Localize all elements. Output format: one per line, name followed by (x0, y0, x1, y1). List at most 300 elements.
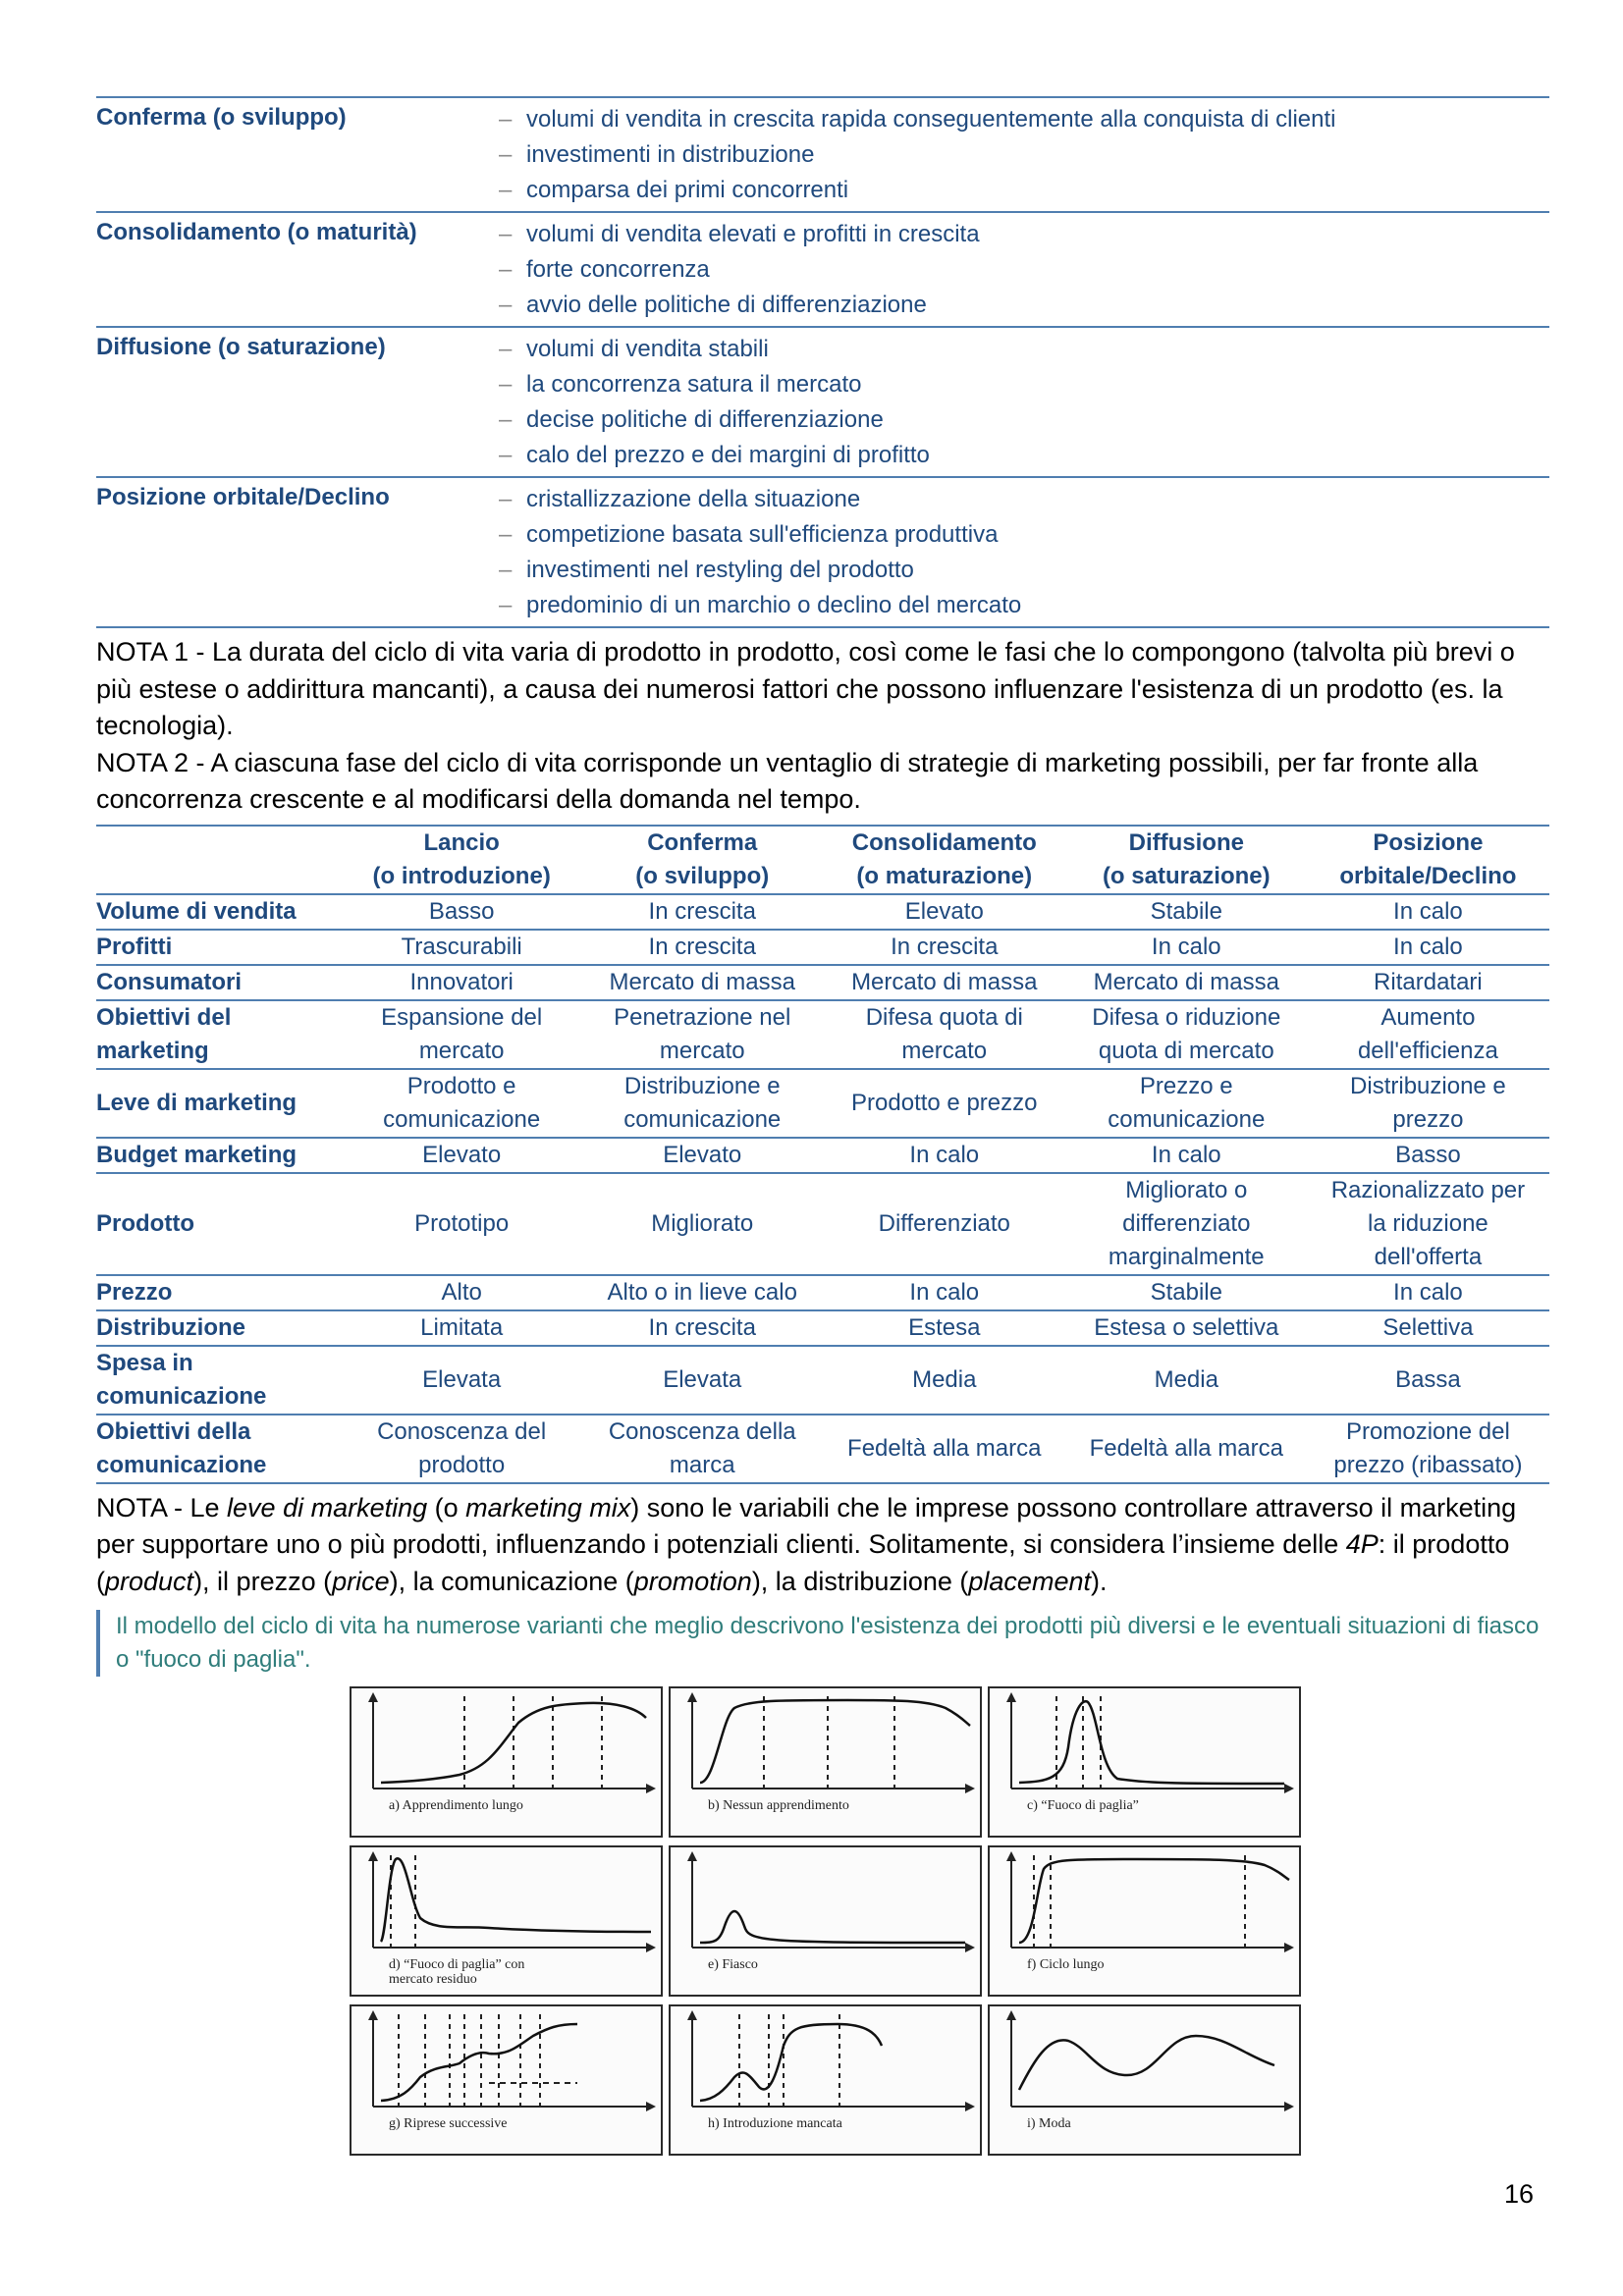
grid-cell (342, 1346, 582, 1415)
y-axis-arrow-icon (687, 1851, 697, 1861)
y-axis-arrow-icon (687, 1692, 697, 1702)
grid-cell (582, 1000, 823, 1069)
characteristics-list (499, 332, 1549, 476)
y-axis-arrow-icon (1006, 1851, 1016, 1861)
characteristics-list (499, 102, 1549, 211)
cell-line: Basso (1395, 1141, 1461, 1168)
characteristic-text: calo del prezzo e dei margini di profitto (526, 442, 930, 468)
header-line: Conferma (647, 828, 758, 856)
grid-cell (1066, 1275, 1307, 1310)
panel-caption (1027, 1798, 1139, 1813)
cell-line: Conoscenza della (608, 1417, 796, 1445)
curve-chart (990, 1688, 1299, 1836)
variant-panel (669, 2004, 982, 2156)
characteristic-item (499, 288, 1549, 323)
x-axis-arrow-icon (965, 1784, 975, 1793)
dash-bullet: – (499, 557, 513, 583)
cell-line: Differenziato (878, 1209, 1010, 1237)
grid-cell (1307, 965, 1549, 1000)
cell-line: Elevato (422, 1141, 502, 1168)
dash-bullet: – (499, 106, 513, 133)
characteristic-item (499, 252, 1549, 288)
caption-line: b) Nessun apprendimento (708, 1798, 849, 1813)
cell-line: In calo (909, 1278, 980, 1306)
cell-line: Prodotto e prezzo (851, 1089, 1038, 1116)
cell-line: Estesa (908, 1313, 981, 1341)
grid-cell (1307, 1415, 1549, 1483)
panel-caption (389, 1798, 523, 1813)
row-label-line: comunicazione (96, 1451, 267, 1478)
page-number: 16 (1504, 2179, 1535, 2209)
cell-line: Prezzo e (1139, 1072, 1233, 1099)
dash-bullet: – (499, 221, 513, 247)
dash-bullet: – (499, 442, 513, 468)
cell-line: Elevato (663, 1141, 742, 1168)
panel-caption (1027, 2116, 1071, 2131)
grid-header-row (96, 826, 1549, 894)
phase-column-header (342, 826, 582, 894)
nota-1: NOTA 1 - La durata del ciclo di vita varia di prodotto in prodotto, così come le fasi che lo compongono (talvolta più brevi o più estese o addirittura mancanti), a causa dei numerosi fattori che possono influenzare l'esistenza di un prodotto (es. la tecnologia). (96, 637, 1515, 740)
x-axis-arrow-icon (646, 2102, 656, 2111)
header-line: Lancio (423, 828, 500, 856)
cell-line: Media (1154, 1365, 1218, 1393)
row-label (96, 1346, 342, 1415)
grid-cell (582, 1069, 823, 1138)
phase-name: Posizione orbitale/Declino (96, 484, 390, 510)
characteristic-text: predominio di un marchio o declino del mercato (526, 592, 1022, 618)
dash-bullet: – (499, 336, 513, 362)
sales-curve (700, 1700, 970, 1783)
dash-bullet: – (499, 486, 513, 512)
cell-line: comunicazione (623, 1105, 782, 1133)
cell-line: Innovatori (409, 968, 514, 995)
variant-panel (988, 1686, 1301, 1838)
curve-chart (671, 1847, 980, 1995)
grid-cell (582, 965, 823, 1000)
cell-line: Razionalizzato per (1330, 1176, 1526, 1203)
grid-cell (1066, 1000, 1307, 1069)
caption-line: i) Moda (1027, 2116, 1071, 2131)
cell-line: mercato (659, 1037, 745, 1064)
grid-row (96, 894, 1549, 930)
cell-line: Prodotto e (406, 1072, 516, 1099)
cell-line: In calo (1151, 1141, 1221, 1168)
caption-line: a) Apprendimento lungo (389, 1798, 523, 1813)
variant-panel (988, 2004, 1301, 2156)
row-label-line: Profitti (96, 933, 173, 960)
panel-caption (389, 1957, 524, 1987)
cell-line: In calo (1393, 897, 1463, 925)
row-label (96, 1000, 342, 1069)
grid-cell (823, 965, 1066, 1000)
characteristics-list (499, 482, 1549, 626)
x-axis-arrow-icon (646, 1784, 656, 1793)
grid-cell (1307, 894, 1549, 930)
row-label (96, 965, 342, 1000)
cell-line: prodotto (418, 1451, 506, 1478)
grid-cell (823, 1173, 1066, 1275)
panel-caption (708, 2116, 842, 2131)
cell-line: comunicazione (383, 1105, 541, 1133)
grid-cell (1307, 1069, 1549, 1138)
callout-quote: Il modello del ciclo di vita ha numerose varianti che meglio descrivono l'esistenza dei prodotti più diversi e le eventuali situazioni di fiasco o "fuoco di paglia". (96, 1610, 1549, 1677)
cell-line: Elevato (904, 897, 984, 925)
cell-line: Fedeltà alla marca (847, 1434, 1042, 1462)
grid-cell (823, 1069, 1066, 1138)
cell-line: Mercato di massa (851, 968, 1038, 995)
header-line: Consolidamento (851, 828, 1037, 856)
row-label-line: Distribuzione (96, 1313, 246, 1341)
characteristic-text: comparsa dei primi concorrenti (526, 177, 849, 203)
grid-row (96, 1346, 1549, 1415)
panel-caption (389, 2116, 508, 2131)
grid-cell (1066, 1069, 1307, 1138)
phases-table (96, 96, 1549, 628)
phase-row (96, 212, 1549, 327)
cell-line: marca (669, 1451, 735, 1478)
grid-cell (823, 894, 1066, 930)
variant-panel (350, 1686, 663, 1838)
x-axis-arrow-icon (965, 1943, 975, 1952)
row-label-line: Leve di marketing (96, 1089, 298, 1116)
sales-curve (381, 2024, 577, 2101)
cell-line: Selettiva (1382, 1313, 1474, 1341)
sales-curve (381, 1703, 646, 1783)
cell-line: Conoscenza del (377, 1417, 547, 1445)
cell-line: In crescita (648, 1313, 756, 1341)
variant-panel (350, 2004, 663, 2156)
cell-line: Media (912, 1365, 977, 1393)
grid-row (96, 1173, 1549, 1275)
characteristic-text: decise politiche di differenziazione (526, 406, 884, 433)
header-line: (o sviluppo) (635, 862, 770, 889)
grid-row (96, 1310, 1549, 1346)
cell-line: In calo (909, 1141, 980, 1168)
characteristic-text: forte concorrenza (526, 256, 710, 283)
row-label-line: comunicazione (96, 1382, 267, 1410)
header-line: Posizione (1373, 828, 1484, 856)
cell-line: Trascurabili (401, 933, 522, 960)
caption-line: g) Riprese successive (389, 2116, 508, 2131)
cell-line: differenziato (1122, 1209, 1251, 1237)
grid-cell (342, 930, 582, 965)
cell-line: Penetrazione nel (614, 1003, 791, 1031)
characteristic-text: competizione basata sull'efficienza produttiva (526, 521, 999, 548)
dash-bullet: – (499, 521, 513, 548)
dash-bullet: – (499, 592, 513, 618)
cell-line: Mercato di massa (609, 968, 795, 995)
grid-cell (823, 930, 1066, 965)
row-label-line: Spesa in (96, 1349, 193, 1376)
sales-curve (381, 1858, 651, 1942)
cell-line: Fedeltà alla marca (1089, 1434, 1283, 1462)
characteristic-item (499, 553, 1549, 588)
cell-line: Espansione del (381, 1003, 543, 1031)
phase-name: Diffusione (o saturazione) (96, 334, 386, 360)
cell-line: Stabile (1150, 1278, 1222, 1306)
variant-panel (669, 1845, 982, 1997)
caption-line: d) “Fuoco di paglia” con (389, 1957, 525, 1972)
grid-cell (582, 1138, 823, 1173)
y-axis-arrow-icon (687, 2010, 697, 2020)
nota-2: NOTA 2 - A ciascuna fase del ciclo di vita corrisponde un ventaglio di strategie di marketing possibili, per far fronte alla concorrenza crescente e al modificarsi della domanda nel tempo. (96, 747, 1479, 814)
panel-caption (1027, 1957, 1105, 1972)
page-content (96, 96, 1549, 1677)
row-label-line: Volume di vendita (96, 897, 297, 925)
cell-line: prezzo (1392, 1105, 1464, 1133)
grid-row (96, 930, 1549, 965)
cell-line: Distribuzione e (1350, 1072, 1506, 1099)
panel-caption (708, 1798, 849, 1813)
cell-line: la riduzione (1368, 1209, 1488, 1237)
curve-chart (671, 2006, 980, 2154)
grid-row (96, 1275, 1549, 1310)
cell-line: Alto o in lieve calo (607, 1278, 797, 1306)
cell-line: Aumento (1380, 1003, 1476, 1031)
cell-line: Basso (428, 897, 495, 925)
corner-cell (96, 826, 342, 894)
characteristic-item (499, 173, 1549, 208)
grid-cell (1066, 1415, 1307, 1483)
row-label-line: Obiettivi del (96, 1003, 232, 1031)
header-line: (o introduzione) (372, 862, 551, 889)
grid-cell (582, 1346, 823, 1415)
grid-cell (1066, 1346, 1307, 1415)
phase-column-header (823, 826, 1066, 894)
dash-bullet: – (499, 256, 513, 283)
phase-row (96, 327, 1549, 477)
row-label-line: Obiettivi della (96, 1417, 251, 1445)
cell-line: Distribuzione e (623, 1072, 781, 1099)
grid-cell (1066, 894, 1307, 930)
row-label (96, 1069, 342, 1138)
phase-name: Consolidamento (o maturità) (96, 219, 417, 245)
dash-bullet: – (499, 406, 513, 433)
row-label-line: marketing (96, 1037, 209, 1064)
cell-line: Elevata (422, 1365, 502, 1393)
y-axis-arrow-icon (368, 1851, 378, 1861)
characteristic-text: la concorrenza satura il mercato (526, 371, 862, 398)
panel-caption (708, 1957, 758, 1972)
header-line: (o maturazione) (856, 862, 1033, 889)
grid-cell (342, 1000, 582, 1069)
grid-cell (1307, 1000, 1549, 1069)
cell-line: mercato (901, 1037, 988, 1064)
grid-row (96, 1138, 1549, 1173)
caption-line: e) Fiasco (708, 1957, 758, 1972)
curve-chart (990, 1847, 1299, 1995)
grid-cell (1307, 1310, 1549, 1346)
cell-line: Migliorato o (1125, 1176, 1248, 1203)
grid-row (96, 1000, 1549, 1069)
characteristic-item (499, 332, 1549, 367)
characteristics-list (499, 217, 1549, 326)
characteristic-text: volumi di vendita stabili (526, 336, 769, 362)
cell-line: Alto (441, 1278, 482, 1306)
header-line: Diffusione (1128, 828, 1244, 856)
cell-line: Ritardatari (1374, 968, 1483, 995)
cell-line: Bassa (1395, 1365, 1461, 1393)
grid-cell (582, 1310, 823, 1346)
characteristic-text: volumi di vendita elevati e profitti in crescita (526, 221, 980, 247)
characteristic-text: avvio delle politiche di differenziazione (526, 292, 927, 318)
grid-cell (582, 894, 823, 930)
grid-cell (342, 1275, 582, 1310)
grid-cell (1307, 1173, 1549, 1275)
grid-cell (582, 1275, 823, 1310)
caption-line: f) Ciclo lungo (1027, 1957, 1105, 1972)
life-cycle-variants-figure (350, 1686, 1302, 2148)
dash-bullet: – (499, 141, 513, 168)
cell-line: In crescita (648, 933, 756, 960)
variant-panel (350, 1845, 663, 1997)
phase-characteristics (499, 97, 1549, 212)
row-label (96, 1275, 342, 1310)
row-label (96, 894, 342, 930)
cell-line: Mercato di massa (1093, 968, 1279, 995)
sales-curve (700, 1911, 965, 1943)
characteristic-text: cristallizzazione della situazione (526, 486, 861, 512)
characteristic-text: investimenti nel restyling del prodotto (526, 557, 914, 583)
cell-line: In calo (1393, 933, 1463, 960)
caption-line: mercato residuo (389, 1972, 477, 1987)
characteristic-item (499, 588, 1549, 623)
x-axis-arrow-icon (646, 1943, 656, 1952)
grid-row (96, 1069, 1549, 1138)
x-axis-arrow-icon (1284, 2102, 1294, 2111)
caption-line: h) Introduzione mancata (708, 2116, 842, 2131)
characteristic-text: volumi di vendita in crescita rapida conseguentemente alla conquista di clienti (526, 106, 1336, 133)
header-line: orbitale/Declino (1339, 862, 1517, 889)
variant-panel (988, 1845, 1301, 1997)
phase-column-header (1307, 826, 1549, 894)
phase-row (96, 97, 1549, 212)
x-axis-arrow-icon (1284, 1784, 1294, 1793)
characteristic-item (499, 402, 1549, 438)
cell-line: In crescita (648, 897, 756, 925)
grid-cell (1066, 965, 1307, 1000)
phase-name: Conferma (o sviluppo) (96, 104, 347, 131)
dash-bullet: – (499, 371, 513, 398)
sales-curve (1019, 1701, 1284, 1784)
grid-cell (823, 1275, 1066, 1310)
cell-line: mercato (418, 1037, 505, 1064)
grid-cell (582, 1415, 823, 1483)
cell-line: In calo (1151, 933, 1221, 960)
grid-row (96, 965, 1549, 1000)
cell-line: dell'efficienza (1357, 1037, 1498, 1064)
x-axis-arrow-icon (1284, 1943, 1294, 1952)
sales-curve (1019, 2036, 1274, 2090)
cell-line: quota di mercato (1098, 1037, 1274, 1064)
dash-bullet: – (499, 292, 513, 318)
header-line: (o saturazione) (1102, 862, 1271, 889)
grid-cell (1066, 1138, 1307, 1173)
variant-panel (669, 1686, 982, 1838)
characteristic-item (499, 102, 1549, 137)
grid-cell (1307, 1346, 1549, 1415)
curve-chart (990, 2006, 1299, 2154)
characteristic-item (499, 438, 1549, 473)
cell-line: dell'offerta (1374, 1243, 1483, 1270)
caption-line: c) “Fuoco di paglia” (1027, 1798, 1139, 1813)
grid-cell (1066, 930, 1307, 965)
phase-row (96, 477, 1549, 627)
row-label-line: Prodotto (96, 1209, 194, 1237)
row-label (96, 1310, 342, 1346)
row-label (96, 930, 342, 965)
curve-chart (352, 2006, 661, 2154)
grid-cell (823, 1415, 1066, 1483)
nota-marketing-mix: NOTA - Le leve di marketing (o marketing mix) sono le variabili che le imprese possono controllare attraverso il marketing per supportare uno o più prodotti, influenzando i potenziali clienti. Solitamente, si considera l’insieme delle 4P: il prodotto (product), il prezzo (price), la comunicazione (promotion), la distribuzione (placement). (96, 1492, 1517, 1596)
row-label-line: Budget marketing (96, 1141, 298, 1168)
y-axis-arrow-icon (1006, 1692, 1016, 1702)
grid-cell (1307, 1138, 1549, 1173)
grid-cell (823, 1138, 1066, 1173)
grid-cell (582, 930, 823, 965)
grid-cell (823, 1346, 1066, 1415)
grid-cell (1307, 1275, 1549, 1310)
cell-line: In calo (1393, 1278, 1463, 1306)
row-label-line: Consumatori (96, 968, 243, 995)
grid-cell (342, 1173, 582, 1275)
cell-line: Difesa o riduzione (1092, 1003, 1281, 1031)
phase-column-header (1066, 826, 1307, 894)
y-axis-arrow-icon (368, 1692, 378, 1702)
grid-cell (823, 1000, 1066, 1069)
row-label (96, 1173, 342, 1275)
characteristic-item (499, 217, 1549, 252)
marketing-strategy-table (96, 825, 1549, 1484)
grid-cell (342, 965, 582, 1000)
row-label-line: Prezzo (96, 1278, 173, 1306)
sales-curve (1019, 1859, 1289, 1943)
grid-cell (342, 1310, 582, 1346)
phase-characteristics (499, 212, 1549, 327)
grid-cell (342, 1138, 582, 1173)
cell-line: Estesa o selettiva (1094, 1313, 1279, 1341)
grid-cell (1066, 1173, 1307, 1275)
grid-cell (342, 1415, 582, 1483)
y-axis-arrow-icon (368, 2010, 378, 2020)
x-axis-arrow-icon (965, 2102, 975, 2111)
cell-line: Stabile (1150, 897, 1222, 925)
y-axis-arrow-icon (1006, 2010, 1016, 2020)
cell-line: Promozione del (1346, 1417, 1510, 1445)
phase-characteristics (499, 327, 1549, 477)
cell-line: comunicazione (1108, 1105, 1266, 1133)
grid-cell (1066, 1310, 1307, 1346)
cell-line: prezzo (ribassato) (1333, 1451, 1523, 1478)
characteristic-text: investimenti in distribuzione (526, 141, 815, 168)
cell-line: Limitata (420, 1313, 504, 1341)
phase-characteristics (499, 477, 1549, 627)
cell-line: Migliorato (651, 1209, 754, 1237)
row-label (96, 1415, 342, 1483)
grid-cell (342, 894, 582, 930)
characteristic-item (499, 367, 1549, 402)
characteristic-item (499, 517, 1549, 553)
dash-bullet: – (499, 177, 513, 203)
characteristic-item (499, 482, 1549, 517)
cell-line: Prototipo (414, 1209, 510, 1237)
grid-cell (582, 1173, 823, 1275)
grid-cell (1307, 930, 1549, 965)
grid-cell (823, 1310, 1066, 1346)
phase-column-header (582, 826, 823, 894)
cell-line: Difesa quota di (865, 1003, 1023, 1031)
cell-line: Elevata (663, 1365, 742, 1393)
